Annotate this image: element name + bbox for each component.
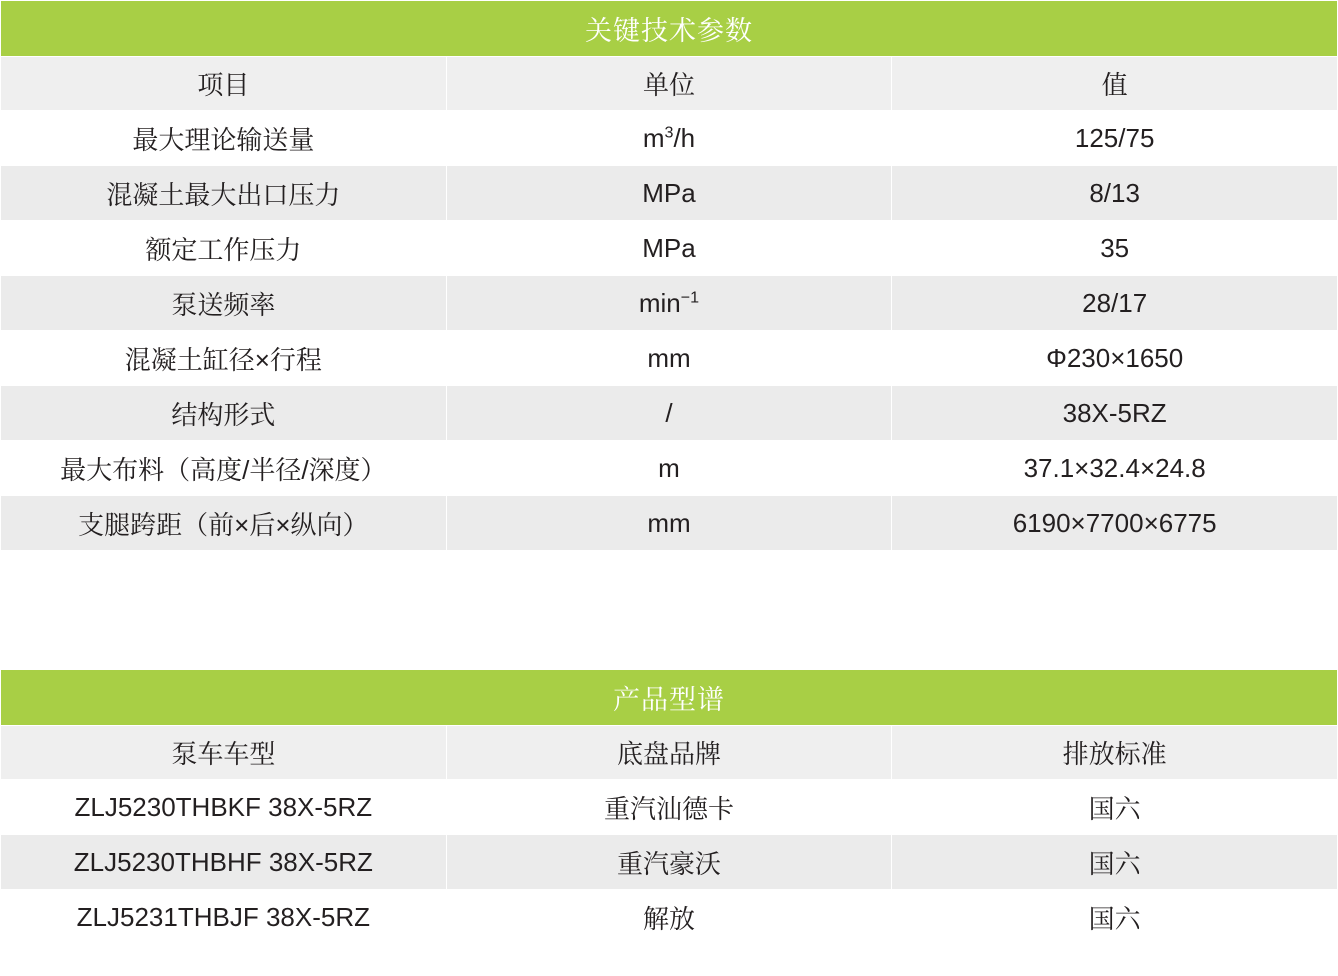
param-unit-base: mm [647, 507, 691, 538]
param-unit [446, 221, 892, 276]
param-value: 8/13 [892, 166, 1338, 221]
table-row [1, 835, 1338, 890]
param-item: 结构形式 [1, 386, 447, 441]
table-header-row [1, 726, 1338, 780]
param-value: 37.1×32.4×24.8 [892, 441, 1338, 496]
column-header-item: 项目 [1, 57, 447, 111]
table-row [1, 441, 1338, 496]
param-value: 125/75 [892, 111, 1338, 166]
param-value: Φ230×1650 [892, 331, 1338, 386]
param-unit-base: min [638, 287, 681, 318]
emission-standard: 国六 [892, 780, 1338, 835]
model-table-title: 产品型谱 [1, 670, 1338, 726]
param-unit [446, 441, 892, 496]
column-header-chassis-brand: 底盘品牌 [446, 726, 892, 780]
param-item: 泵送频率 [1, 276, 447, 331]
param-unit-base: m [658, 452, 680, 483]
table-row [1, 111, 1338, 166]
emission-standard: 国六 [892, 890, 1338, 945]
chassis-brand: 解放 [446, 890, 892, 945]
param-unit-base: MPa [642, 232, 696, 263]
column-header-emission-standard: 排放标准 [892, 726, 1338, 780]
model-name: ZLJ5230THBHF 38X-5RZ [1, 835, 447, 890]
column-header-value: 值 [892, 57, 1338, 111]
param-unit [446, 166, 892, 221]
table-row [1, 890, 1338, 945]
param-unit [446, 276, 892, 331]
table-row [1, 386, 1338, 441]
table-row [1, 780, 1338, 835]
table-header-row [1, 57, 1338, 111]
column-header-unit: 单位 [446, 57, 892, 111]
param-unit-sup: 3 [664, 122, 674, 141]
param-value: 35 [892, 221, 1338, 276]
param-unit [446, 496, 892, 551]
emission-standard: 国六 [892, 835, 1338, 890]
param-unit [446, 386, 892, 441]
param-item: 最大理论输送量 [1, 111, 447, 166]
table-title-row [1, 670, 1338, 726]
table-title-row [1, 1, 1338, 57]
column-header-model: 泵车车型 [1, 726, 447, 780]
param-item: 最大布料（高度/半径/深度） [1, 441, 447, 496]
param-unit [446, 111, 892, 166]
table-spacer [0, 551, 1338, 669]
table-row [1, 166, 1338, 221]
param-value: 38X-5RZ [892, 386, 1338, 441]
param-unit-base: MPa [642, 177, 696, 208]
param-item: 额定工作压力 [1, 221, 447, 276]
table-row [1, 276, 1338, 331]
table-row [1, 331, 1338, 386]
model-name: ZLJ5231THBJF 38X-5RZ [1, 890, 447, 945]
chassis-brand: 重汽豪沃 [446, 835, 892, 890]
chassis-brand: 重汽汕德卡 [446, 780, 892, 835]
param-value: 28/17 [892, 276, 1338, 331]
param-unit-base: / [665, 397, 673, 428]
param-item: 支腿跨距（前×后×纵向） [1, 496, 447, 551]
param-unit-base: m [642, 122, 665, 153]
param-unit-tail: /h [673, 122, 696, 153]
table-row [1, 496, 1338, 551]
param-unit [446, 331, 892, 386]
param-item: 混凝土缸径×行程 [1, 331, 447, 386]
spec-table-title: 关键技术参数 [1, 1, 1338, 57]
param-unit-base: mm [647, 342, 691, 373]
param-unit-sup: −1 [680, 287, 700, 306]
model-name: ZLJ5230THBKF 38X-5RZ [1, 780, 447, 835]
table-row [1, 221, 1338, 276]
product-model-table [0, 669, 1338, 945]
param-value: 6190×7700×6775 [892, 496, 1338, 551]
param-item: 混凝土最大出口压力 [1, 166, 447, 221]
